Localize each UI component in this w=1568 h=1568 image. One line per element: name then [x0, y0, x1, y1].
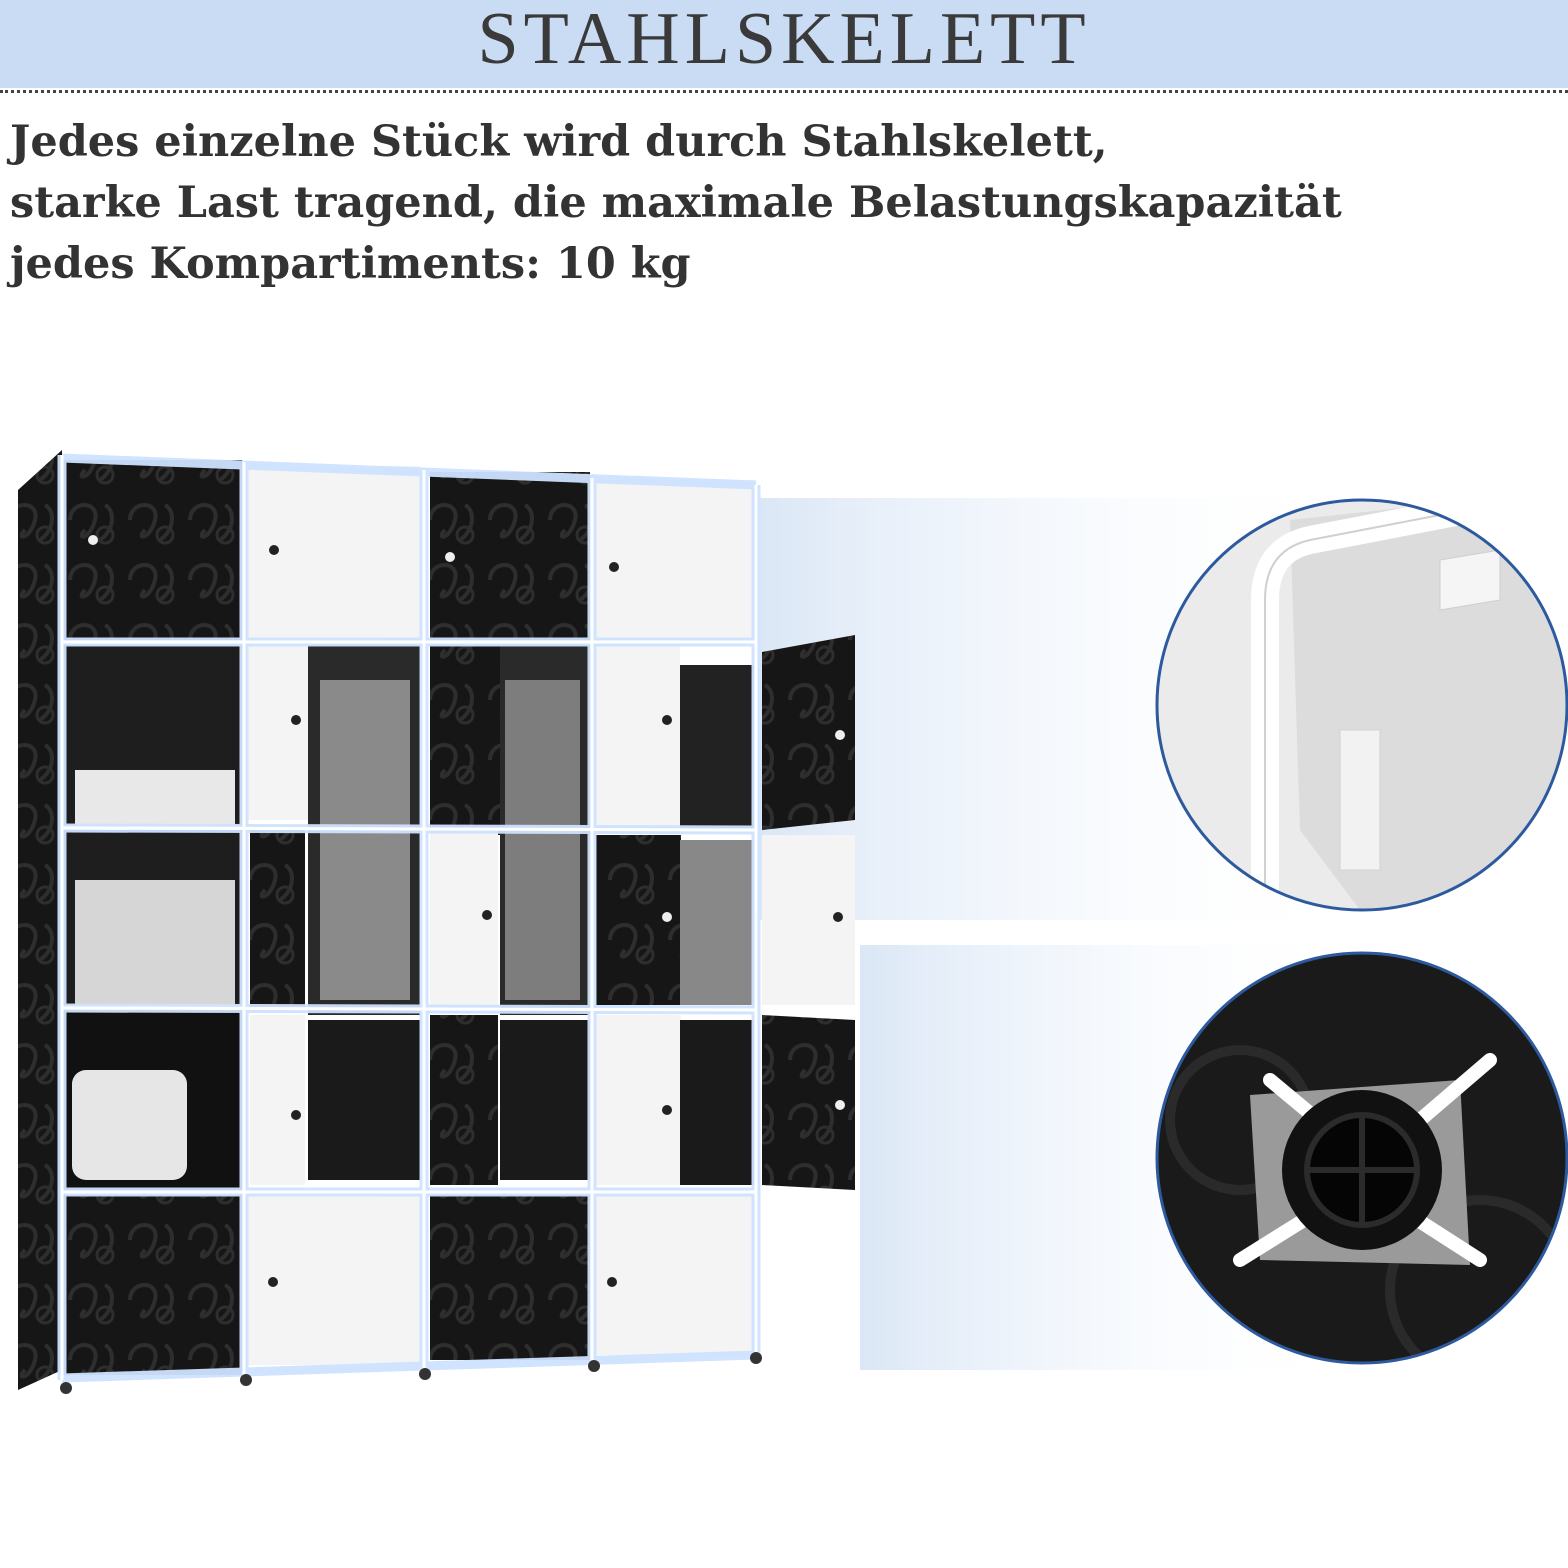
description — [10, 112, 1550, 295]
product-image-area — [0, 430, 1568, 1430]
divider — [0, 90, 1568, 93]
wardrobe — [18, 450, 855, 1394]
description-line-3: jedes Kompartiments: 10 kg — [10, 239, 691, 289]
page-title: STAHLSKELETT — [477, 0, 1091, 80]
product-illustration — [0, 430, 1568, 1430]
header-banner — [0, 0, 1568, 88]
description-line-1: Jedes einzelne Stück wird durch Stahlskelett, — [10, 117, 1108, 167]
description-line-2: starke Last tragend, die maximale Belastungskapazität — [10, 178, 1342, 228]
